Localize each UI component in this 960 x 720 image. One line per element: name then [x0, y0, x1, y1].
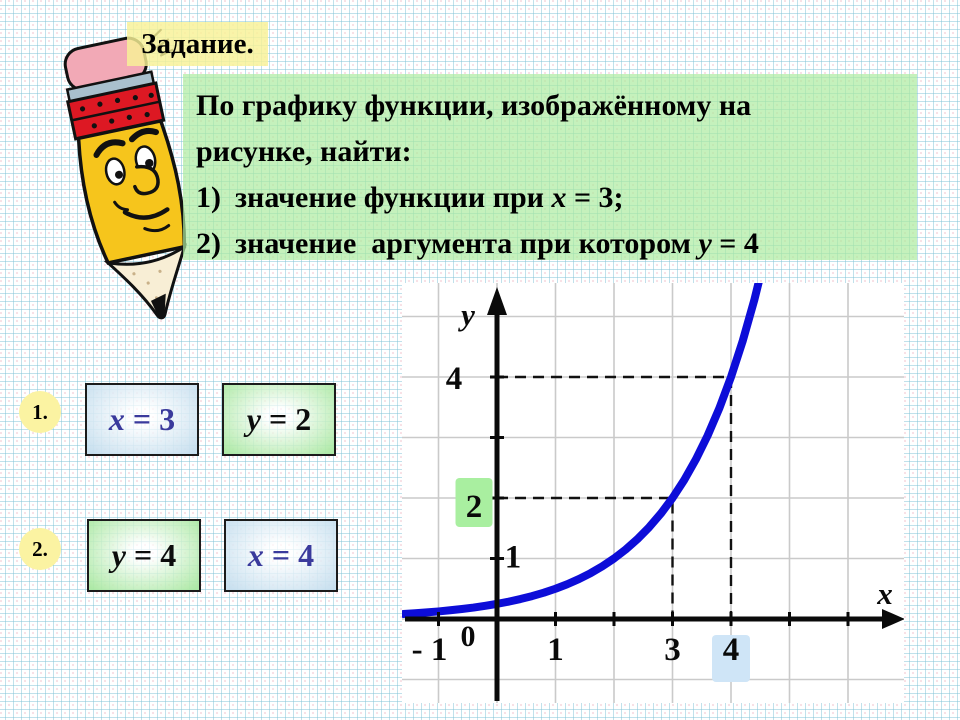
- task-item-2: 2) значение аргумента при котором y = 4: [196, 227, 759, 260]
- origin-label: 0: [460, 620, 476, 653]
- task-intro-line2: рисунке, найти:: [196, 135, 412, 168]
- y-axis-label: y: [461, 297, 475, 332]
- function-graph-svg: [402, 283, 904, 703]
- y-axis-arrow: [487, 287, 507, 315]
- answer1-result-box: y = 2: [222, 383, 336, 456]
- y-tick-label: 2: [465, 489, 483, 525]
- x-tick-label: - 1: [411, 632, 448, 668]
- x-axis-label: x: [877, 576, 893, 611]
- answer-number-2: 2.: [19, 528, 61, 570]
- y-tick-label: 4: [445, 361, 463, 397]
- variable-x: x: [551, 181, 567, 214]
- answer-number-1: 1.: [19, 391, 61, 433]
- function-graph: [402, 283, 904, 703]
- task-panel: [183, 74, 917, 260]
- task-intro-line1: По графику функции, изображённому на: [196, 89, 752, 122]
- task-item-1: 1) значение функции при x = 3;: [196, 181, 624, 214]
- title-box: [127, 22, 268, 66]
- answer1-given-box: x = 3: [85, 383, 199, 456]
- x-axis-arrow: [882, 609, 904, 629]
- function-curve: [403, 283, 766, 614]
- x-tick-label: 1: [547, 632, 564, 668]
- page-title: Задание.: [141, 27, 254, 60]
- x-tick-label: 4: [722, 632, 740, 668]
- variable-y: y: [698, 227, 712, 260]
- x-tick-label: 3: [664, 632, 681, 668]
- answer2-result-box: x = 4: [224, 519, 338, 592]
- y-tick-label: 1: [504, 539, 522, 576]
- answer2-given-box: y = 4: [87, 519, 201, 592]
